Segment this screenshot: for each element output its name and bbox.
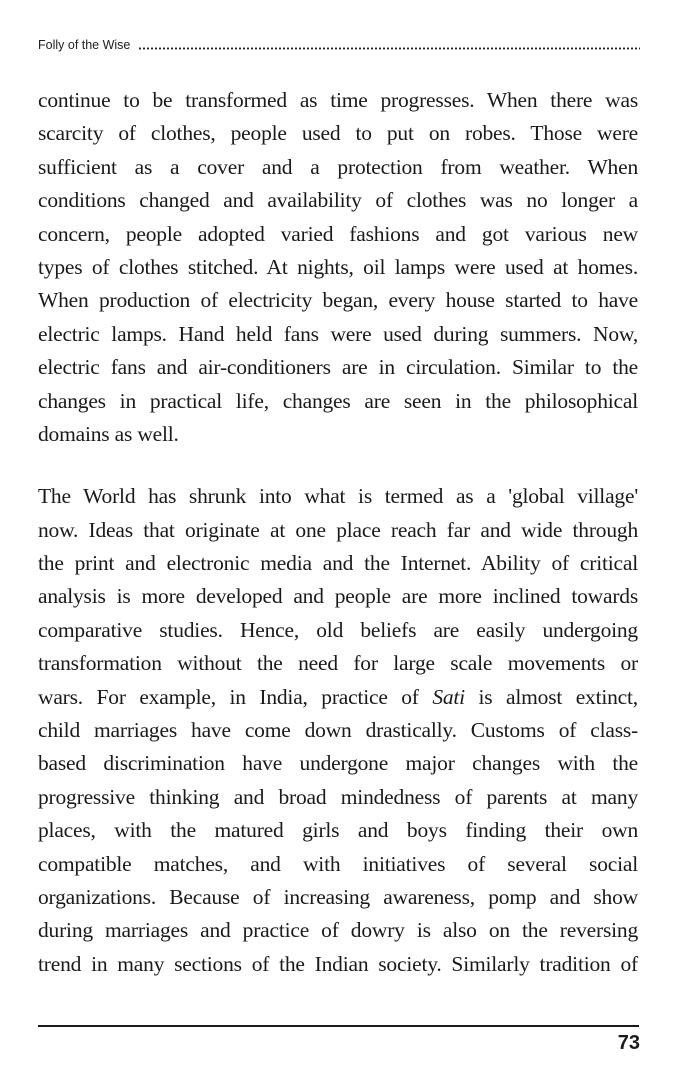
- text-line: transformation without the need for large scale movements or: [38, 651, 638, 676]
- italic-term: Sati: [432, 684, 465, 709]
- text-line: scarcity of clothes, people used to put on robes. Those were: [38, 121, 638, 146]
- text-line: organizations. Because of increasing awareness, pomp and show: [38, 884, 638, 909]
- text-line: the print and electronic media and the Internet. Ability of critical: [38, 551, 638, 576]
- page-number: 73: [617, 1032, 640, 1054]
- text-line: When production of electricity began, every house started to have: [38, 288, 638, 313]
- text-line: progressive thinking and broad mindedness of parents at many: [38, 784, 638, 809]
- text-line: places, with the matured girls and boys finding their own: [38, 818, 638, 843]
- header-dotted-leader: [138, 47, 640, 50]
- footer-rule: [38, 1025, 639, 1027]
- text-line: based discrimination have undergone major changes with the: [38, 751, 638, 776]
- text-line: trend in many sections of the Indian society. Similarly tradition of: [38, 951, 638, 976]
- running-header: [38, 36, 640, 52]
- text-line: analysis is more developed and people are more inclined towards: [38, 584, 638, 609]
- page-body: [38, 84, 638, 981]
- text-line: compatible matches, and with initiatives of several social: [38, 851, 638, 876]
- text-line: comparative studies. Hence, old beliefs are easily undergoing: [38, 617, 638, 642]
- text-line: electric lamps. Hand held fans were used during summers. Now,: [38, 321, 638, 346]
- paragraph-1: [38, 84, 638, 451]
- text-line-with-italic: [38, 681, 638, 714]
- text-line: sufficient as a cover and a protection from weather. When: [38, 154, 638, 179]
- text-line: changes in practical life, changes are seen in the philosophical: [38, 388, 638, 413]
- book-title: Folly of the Wise: [38, 38, 131, 52]
- text-segment: wars. For example, in India, practice of: [38, 684, 433, 709]
- text-line: child marriages have come down drastically. Customs of class-: [38, 718, 638, 743]
- text-line: electric fans and air-conditioners are in circulation. Similar to the: [38, 355, 638, 380]
- text-line: concern, people adopted varied fashions and got various new: [38, 221, 638, 246]
- text-line: now. Ideas that originate at one place reach far and wide through: [38, 517, 638, 542]
- text-line: domains as well.: [38, 421, 179, 446]
- text-line: types of clothes stitched. At nights, oil lamps were used at homes.: [38, 254, 638, 279]
- text-line: conditions changed and availability of clothes was no longer a: [38, 188, 638, 213]
- text-line: The World has shrunk into what is termed as a 'global village': [38, 484, 638, 509]
- text-line: during marriages and practice of dowry is also on the reversing: [38, 918, 638, 943]
- text-segment: is almost extinct,: [464, 684, 638, 709]
- paragraph-2: [38, 480, 638, 981]
- text-line: continue to be transformed as time progresses. When there was: [38, 88, 638, 112]
